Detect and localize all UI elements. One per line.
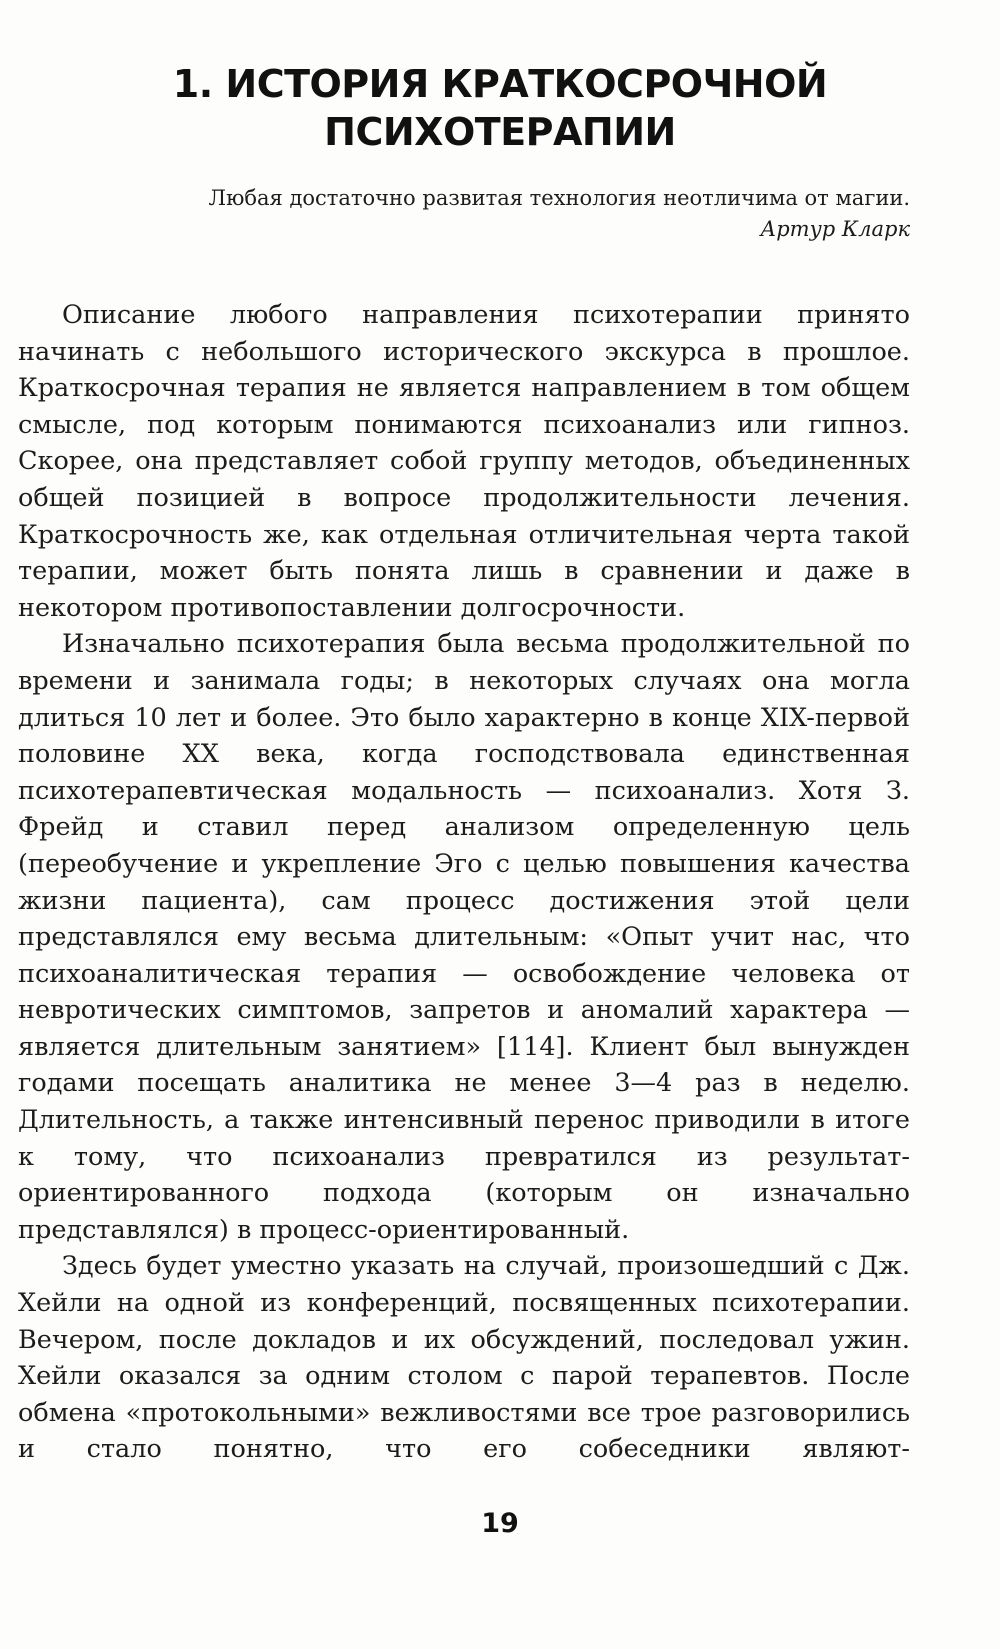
epigraph-author: Артур Кларк [760,217,910,241]
epigraph-quote: Любая достаточно развитая технология неотличима от магии. [208,186,910,210]
paragraph: Изначально психотерапия была весьма продолжительной по времени и занимала годы; в некоторых случаях она могла длиться 10 лет и более. Это было характерно в конце XIX-первой половине XX века, когда господствовала единственная психотерапевтическая модальность — психоанализ. Хотя З. Фрейд и ставил перед анализом определенную цель (переобучение и укрепление Эго с целью повышения качества жизни пациента), сам процесс достижения этой цели представлялся ему весьма длительным: «Опыт учит нас, что психоаналитическая терапия — освобождение человека от невротических симптомов, запретов и аномалий характера — является длительным занятием» [114]. Клиент был вынужден годами посещать аналитика не менее 3—4 раз в неделю. Длительность, а также интенсивный перенос приводили в итоге к тому, что психоанализ превратился из результат-ориентированного подхода (которым он изначально представлялся) в процесс-ориентированный. [18,629,910,1245]
paragraph: Здесь будет уместно указать на случай, произошедший с Дж. Хейли на одной из конференций, посвященных психотерапии. Вечером, после докладов и их обсуждений, последовал ужин. Хейли оказался за одним столом с парой терапевтов. После обмена «протокольными» вежливостями все трое разговорились и стало понятно, что его собеседники являют- [18,1251,910,1465]
chapter-title-line-2: ПСИХОТЕРАПИИ [324,110,676,154]
chapter-title-line-1: 1. ИСТОРИЯ КРАТКОСРОЧНОЙ [172,62,828,106]
chapter-title [40,60,960,156]
page-number: 19 [481,1508,519,1539]
paragraph: Описание любого направления психотерапии принято начинать с небольшого исторического экскурса в прошлое. Краткосрочная терапия не является направлением в том общем смысле, под которым понимаются психоанализ или гипноз. Скорее, она представляет собой группу методов, объединенных общей позицией в вопросе продолжительности лечения. Краткосрочность же, как отдельная отличительная черта такой терапии, может быть понята лишь в сравнении и даже в некотором противопоставлении долгосрочности. [18,300,910,623]
epigraph [90,183,910,245]
body-text [18,297,910,1468]
